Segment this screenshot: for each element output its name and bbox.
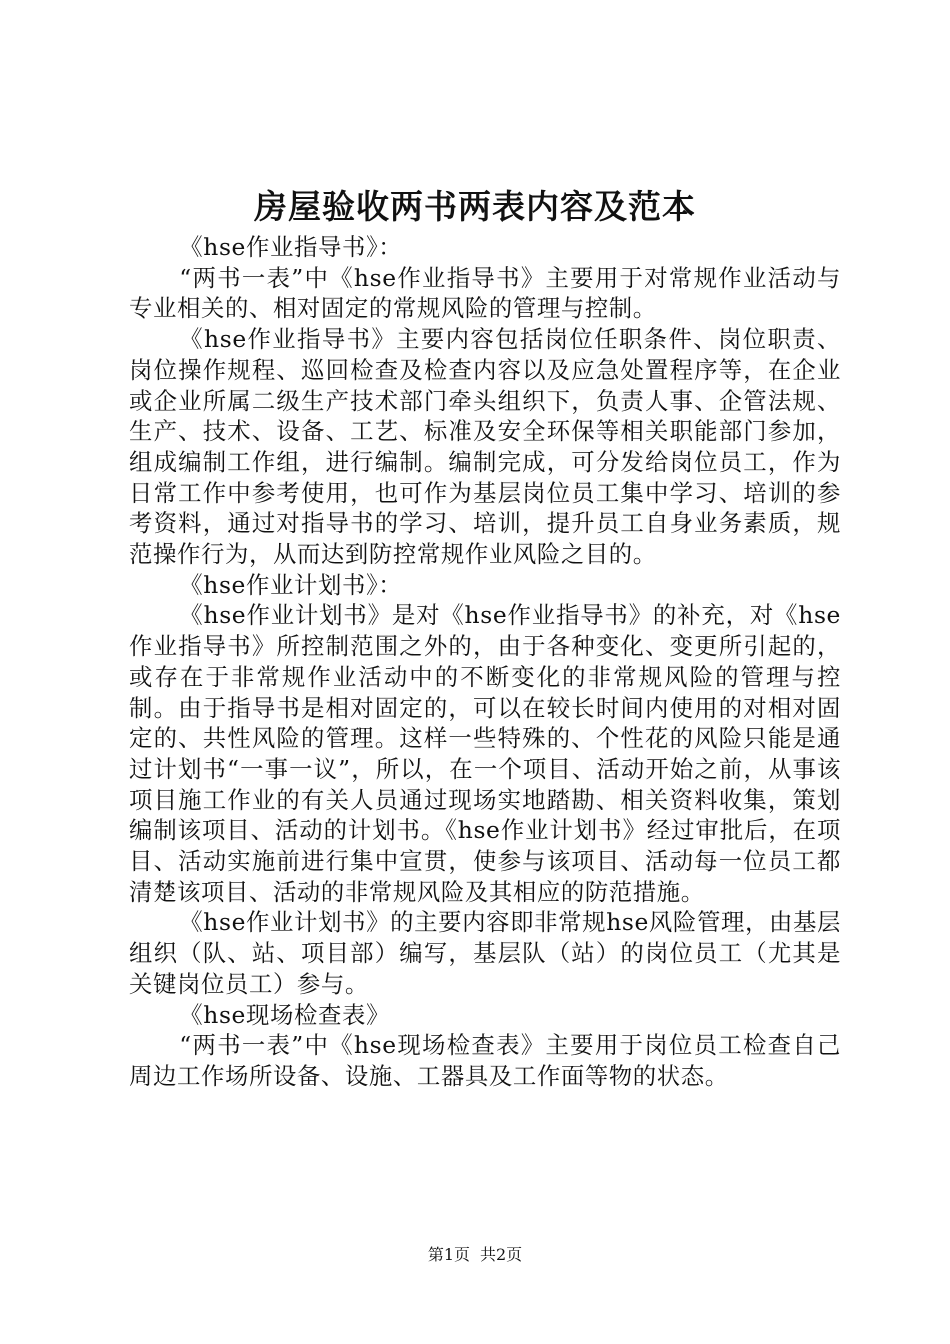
page-number: 第1页: [427, 1245, 470, 1264]
paragraph-hse-guide-content: 《hse作业指导书》主要内容包括岗位任职条件、岗位职责、岗位操作规程、巡回检查及检查内容以及应急处置程序等，在企业或企业所属二级生产技术部门牵头组织下，负责人事、企管法规、生产、技术、设备、工艺、标准及安全环保等相关职能部门参加，组成编制工作组，进行编制。编制完成，可分发给岗位员工，作为日常工作中参考使用，也可作为基层岗位员工集中学习、培训的参考资料，通过对指导书的学习、培训，提升员工自身业务素质，规范操作行为，从而达到防控常规作业风险之目的。: [129, 325, 841, 569]
page-total: 共2页: [480, 1245, 523, 1264]
paragraph-hse-guide-purpose: “两书一表”中《hse作业指导书》主要用于对常规作业活动与专业相关的、相对固定的常规风险的管理与控制。: [129, 263, 841, 323]
paragraph-hse-plan-purpose: 《hse作业计划书》是对《hse作业指导书》的补充，对《hse作业指导书》所控制范围之外的，由于各种变化、变更所引起的，或存在于非常规作业活动中的不断变化的非常规风险的管理与控制。由于指导书是相对固定的，可以在较长时间内使用的对相对固定的、共性风险的管理。这样一些特殊的、个性花的风险只能是通过计划书“一事一议”，所以，在一个项目、活动开始之前，从事该项目施工作业的有关人员通过现场实地踏勘、相关资料收集，策划编制该项目、活动的计划书。《hse作业计划书》经过审批后，在项目、活动实施前进行集中宣贯，使参与该项目、活动每一位员工都清楚该项目、活动的非常规风险及其相应的防范措施。: [129, 601, 841, 906]
page-footer: [0, 1244, 950, 1266]
paragraph-hse-guide-heading: 《hse作业指导书》：: [179, 233, 403, 261]
document-title: 房屋验收两书两表内容及范本: [254, 187, 696, 226]
paragraph-hse-checklist-heading: 《hse现场检查表》: [179, 1000, 390, 1029]
document-body: [129, 232, 841, 1092]
paragraph-hse-checklist-purpose: “两书一表”中《hse现场检查表》主要用于岗位员工检查自己周边工作场所设备、设施、工器具及工作面等物的状态。: [129, 1031, 841, 1090]
paragraph-hse-plan-heading: 《hse作业计划书》：: [179, 570, 403, 599]
paragraph-hse-plan-content: 《hse作业计划书》的主要内容即非常规hse风险管理，由基层组织（队、站、项目部）编写，基层队（站）的岗位员工（尤其是关键岗位员工）参与。: [129, 908, 841, 998]
